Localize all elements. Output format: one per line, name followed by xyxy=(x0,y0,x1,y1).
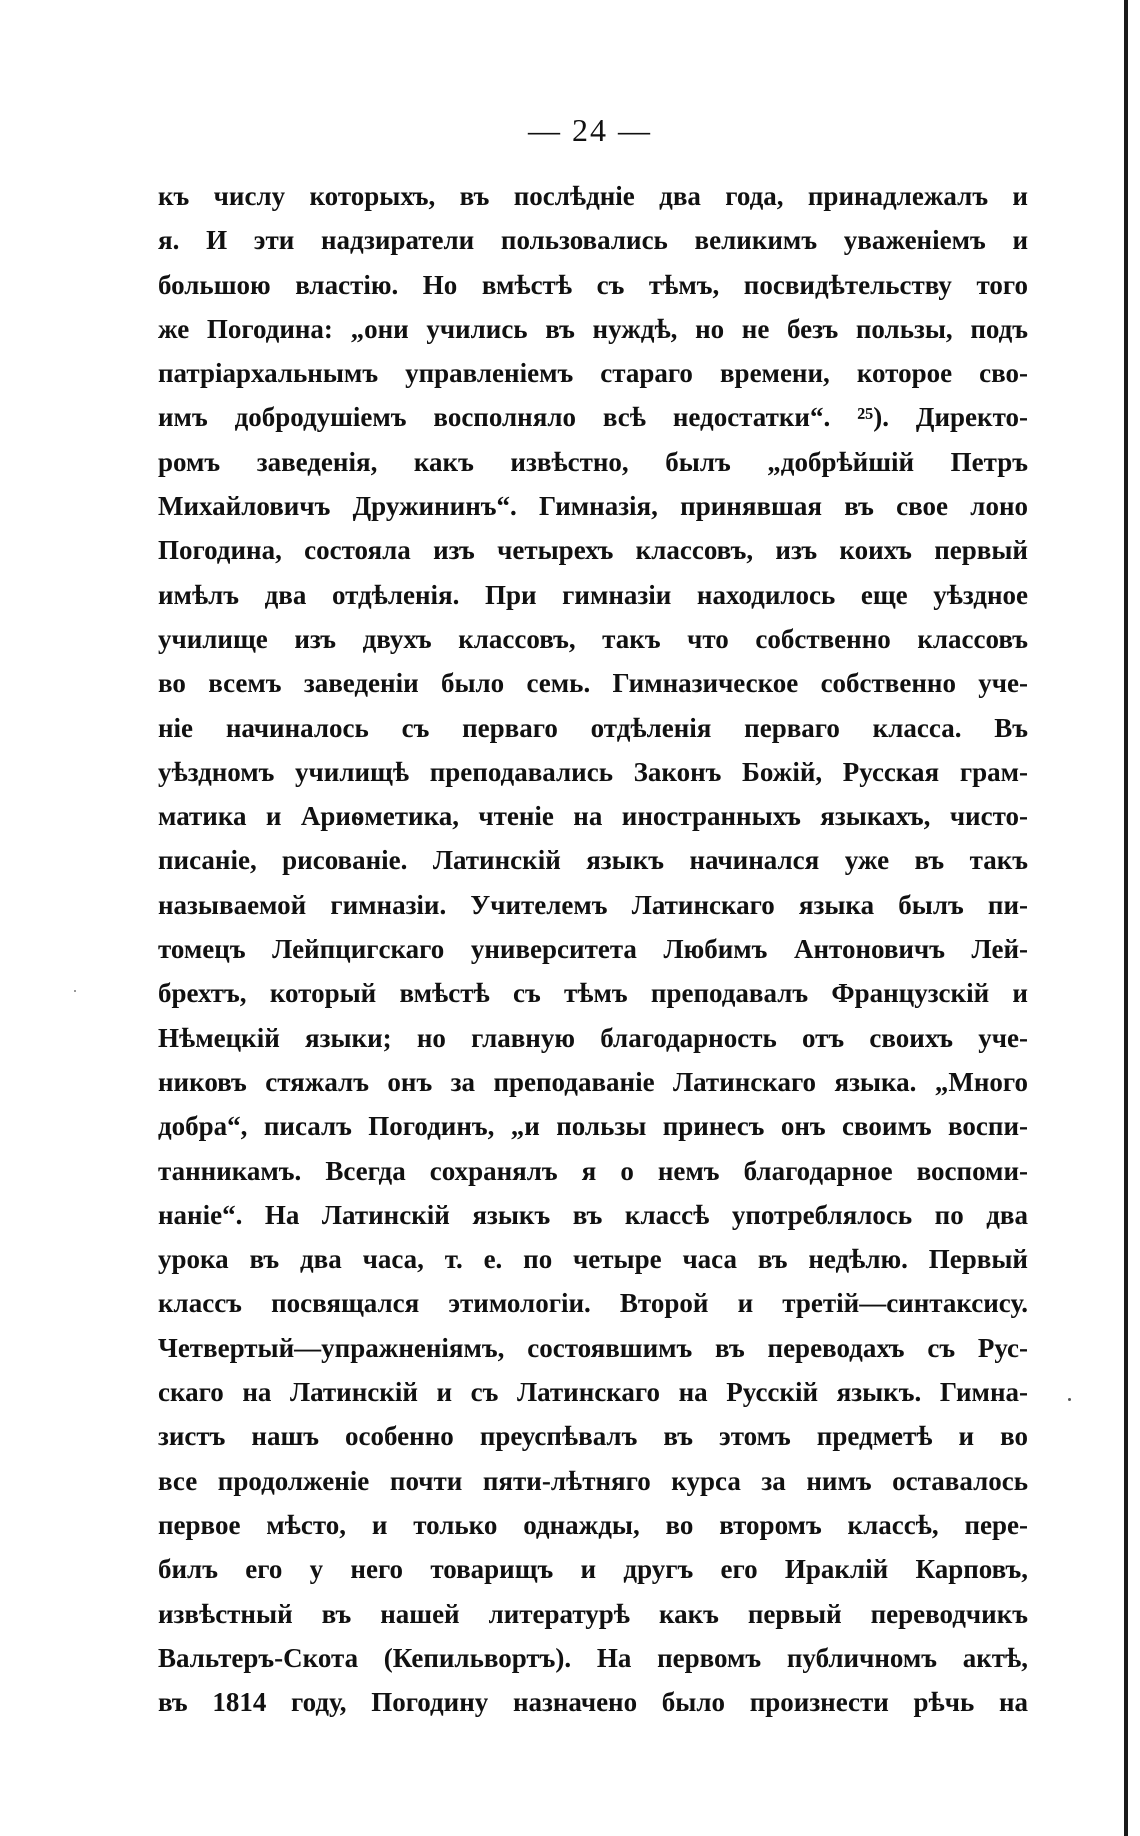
text-line: Нѣмецкій языки; но главную благодарность отъ своихъ уче- xyxy=(158,1022,1028,1053)
text-line: первое мѣсто, и только однажды, во второмъ классѣ, пере- xyxy=(158,1509,1028,1540)
text-line: классъ посвящался этимологіи. Второй и третій—синтаксису. xyxy=(158,1288,1028,1319)
text-line: большою властію. Но вмѣстѣ съ тѣмъ, посвидѣтельству того xyxy=(158,269,1028,300)
text-line: урока въ два часа, т. е. по четыре часа въ недѣлю. Первый xyxy=(158,1244,1028,1275)
text-line: томецъ Лейпцигскаго университета Любимъ Антоновичъ Лей- xyxy=(158,934,1028,965)
margin-speck xyxy=(1068,1398,1071,1401)
text-line: Четвертый—упражненіямъ, состоявшимъ въ переводахъ съ Рус- xyxy=(158,1332,1028,1363)
page-edge-line xyxy=(1124,0,1128,1836)
text-line: ніе начиналось съ перваго отдѣленія перваго класса. Въ xyxy=(158,712,1028,743)
text-line: писаніе, рисованіе. Латинскій языкъ начинался уже въ такъ xyxy=(158,845,1028,876)
text-line: Михайловичъ Дружининъ“. Гимназія, принявшая въ свое лоно xyxy=(158,491,1028,522)
text-line: добра“, писалъ Погодинъ, „и пользы принесъ онъ своимъ воспи- xyxy=(158,1111,1028,1142)
text-line: училище изъ двухъ классовъ, такъ что собственно классовъ xyxy=(158,623,1028,654)
text-line: ромъ заведенія, какъ извѣстно, былъ „добрѣйшій Петръ xyxy=(158,446,1028,477)
text-line: во всемъ заведеніи было семь. Гимназическое собственно уче- xyxy=(158,668,1028,699)
text-line: все продолженіе почти пяти-лѣтняго курса за нимъ оставалось xyxy=(158,1465,1028,1496)
text-line: имъ добродушіемъ восполняло всѣ недостатки“. ²⁵). Директо- xyxy=(158,402,1028,433)
text-line: извѣстный въ нашей литературѣ какъ первый переводчикъ xyxy=(158,1598,1028,1629)
text-line: патріархальнымъ управленіемъ стараго времени, которое сво- xyxy=(158,358,1028,389)
margin-speck xyxy=(74,990,76,992)
text-line: же Погодина: „они учились въ нуждѣ, но не безъ пользы, подъ xyxy=(158,313,1028,344)
text-line: къ числу которыхъ, въ послѣдніе два года, принадлежалъ и xyxy=(158,181,1028,211)
text-line: брехтъ, который вмѣстѣ съ тѣмъ преподавалъ Французскій и xyxy=(158,978,1028,1009)
text-line: имѣлъ два отдѣленія. При гимназіи находилось еще уѣздное xyxy=(158,579,1028,610)
page-number: — 24 — xyxy=(528,112,652,148)
body-text xyxy=(158,174,1028,1724)
text-line: уѣздномъ училищѣ преподавались Законъ Божій, Русская грам- xyxy=(158,756,1028,787)
text-line: наніе“. На Латинскій языкъ въ классѣ употреблялось по два xyxy=(158,1199,1028,1230)
text-line: въ 1814 году, Погодину назначено было произнести рѣчь на xyxy=(158,1687,1028,1718)
text-line: матика и Ариѳметика, чтеніе на иностранныхъ языкахъ, чисто- xyxy=(158,801,1028,832)
text-line: зистъ нашъ особенно преуспѣвалъ въ этомъ предметѣ и во xyxy=(158,1421,1028,1452)
text-line: Погодина, состояла изъ четырехъ классовъ, изъ коихъ первый xyxy=(158,535,1028,566)
text-line: никовъ стяжалъ онъ за преподаваніе Латинскаго языка. „Много xyxy=(158,1066,1028,1097)
text-line: билъ его у него товарищъ и другъ его Ираклій Карповъ, xyxy=(158,1554,1028,1585)
text-line: скаго на Латинскій и съ Латинскаго на Русскій языкъ. Гимна- xyxy=(158,1377,1028,1408)
text-line: Вальтеръ-Скота (Кепильвортъ). На первомъ публичномъ актѣ, xyxy=(158,1642,1028,1673)
text-line: называемой гимназіи. Учителемъ Латинскаго языка былъ пи- xyxy=(158,889,1028,920)
text-line: танникамъ. Всегда сохранялъ я о немъ благодарное воспоми- xyxy=(158,1155,1028,1186)
text-line: я. И эти надзиратели пользовались великимъ уваженіемъ и xyxy=(158,225,1028,256)
